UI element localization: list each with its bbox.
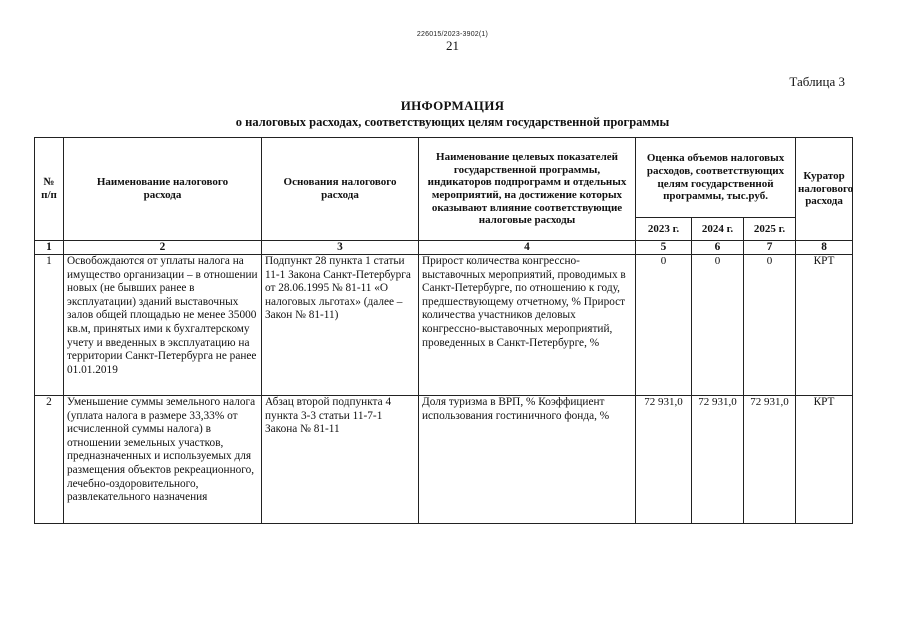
column-number: 6 — [692, 241, 744, 255]
column-number: 2 — [64, 241, 262, 255]
column-number: 7 — [744, 241, 796, 255]
column-numbers-row — [35, 241, 853, 255]
header-year-2025: 2025 г. — [744, 218, 796, 241]
table-row — [35, 396, 853, 524]
row-name: Уменьшение суммы земельного налога (уплата налога в размере 33,33% от исчисленной суммы налога) в отношении земельных участков, предназначенных и используемых для размещения объектов рекреационного, лечебно-оздоровительного, развлекательного назначения — [64, 396, 262, 524]
table-label: Таблица 3 — [789, 74, 845, 89]
header-curator: Куратор налогового расхода — [796, 138, 853, 241]
column-number: 8 — [796, 241, 853, 255]
row-value-2023: 0 — [636, 255, 692, 396]
page-number: 21 — [446, 38, 459, 53]
row-value-2025: 0 — [744, 255, 796, 396]
column-number: 3 — [262, 241, 419, 255]
row-value-2024: 72 931,0 — [692, 396, 744, 524]
row-num: 1 — [35, 255, 64, 396]
column-number: 5 — [636, 241, 692, 255]
document-title: ИНФОРМАЦИЯ — [400, 98, 505, 113]
row-targets: Прирост количества конгрессно-выставочных мероприятий, проводимых в Санкт-Петербурге, по отношению к году, предшествующему отчетному, % Прирост количества участников деловых конгрессно-выставочных мероприятий, проведенных в Санкт-Петербурге, % — [419, 255, 636, 396]
tax-expenses-table — [34, 137, 853, 524]
header-basis: Основания налогового расхода — [262, 138, 419, 241]
row-curator: КРТ — [796, 396, 853, 524]
header-estimate: Оценка объемов налоговых расходов, соответствующих целям государственной программы, тыс.руб. — [636, 138, 796, 218]
table-row — [35, 255, 853, 396]
header-year-2024: 2024 г. — [692, 218, 744, 241]
row-num: 2 — [35, 396, 64, 524]
header-row — [35, 138, 853, 218]
column-number: 1 — [35, 241, 64, 255]
header-num: № п/п — [35, 138, 64, 241]
row-targets: Доля туризма в ВРП, % Коэффициент использования гостиничного фонда, % — [419, 396, 636, 524]
column-number: 4 — [419, 241, 636, 255]
row-value-2025: 72 931,0 — [744, 396, 796, 524]
row-basis: Абзац второй подпункта 4 пункта 3-3 статьи 11-7-1 Закона № 81-11 — [262, 396, 419, 524]
header-name: Наименование налогового расхода — [64, 138, 262, 241]
header-targets: Наименование целевых показателей государственной программы, индикаторов подпрограмм и отдельных мероприятий, на достижение которых оказывают влияние соответствующие налоговые расходы — [419, 138, 636, 241]
document-subtitle: о налоговых расходах, соответствующих целям государственной программы — [235, 115, 670, 129]
row-basis: Подпункт 28 пункта 1 статьи 11-1 Закона Санкт-Петербурга от 28.06.1995 № 81-11 «О налоговых льготах» (далее – Закон № 81-11) — [262, 255, 419, 396]
header-year-2023: 2023 г. — [636, 218, 692, 241]
document-code: 226015/2023-3902(1) — [416, 31, 489, 38]
row-curator: КРТ — [796, 255, 853, 396]
row-value-2023: 72 931,0 — [636, 396, 692, 524]
row-name: Освобождаются от уплаты налога на имущество организации – в отношении новых (не бывших ранее в эксплуатации) зданий выставочных залов общей площадью не менее 35000 кв.м, принятых ими к бухгалтерскому учету и введенных в эксплуатацию на территории Санкт-Петербурга не ранее 01.01.2019 — [64, 255, 262, 396]
row-value-2024: 0 — [692, 255, 744, 396]
